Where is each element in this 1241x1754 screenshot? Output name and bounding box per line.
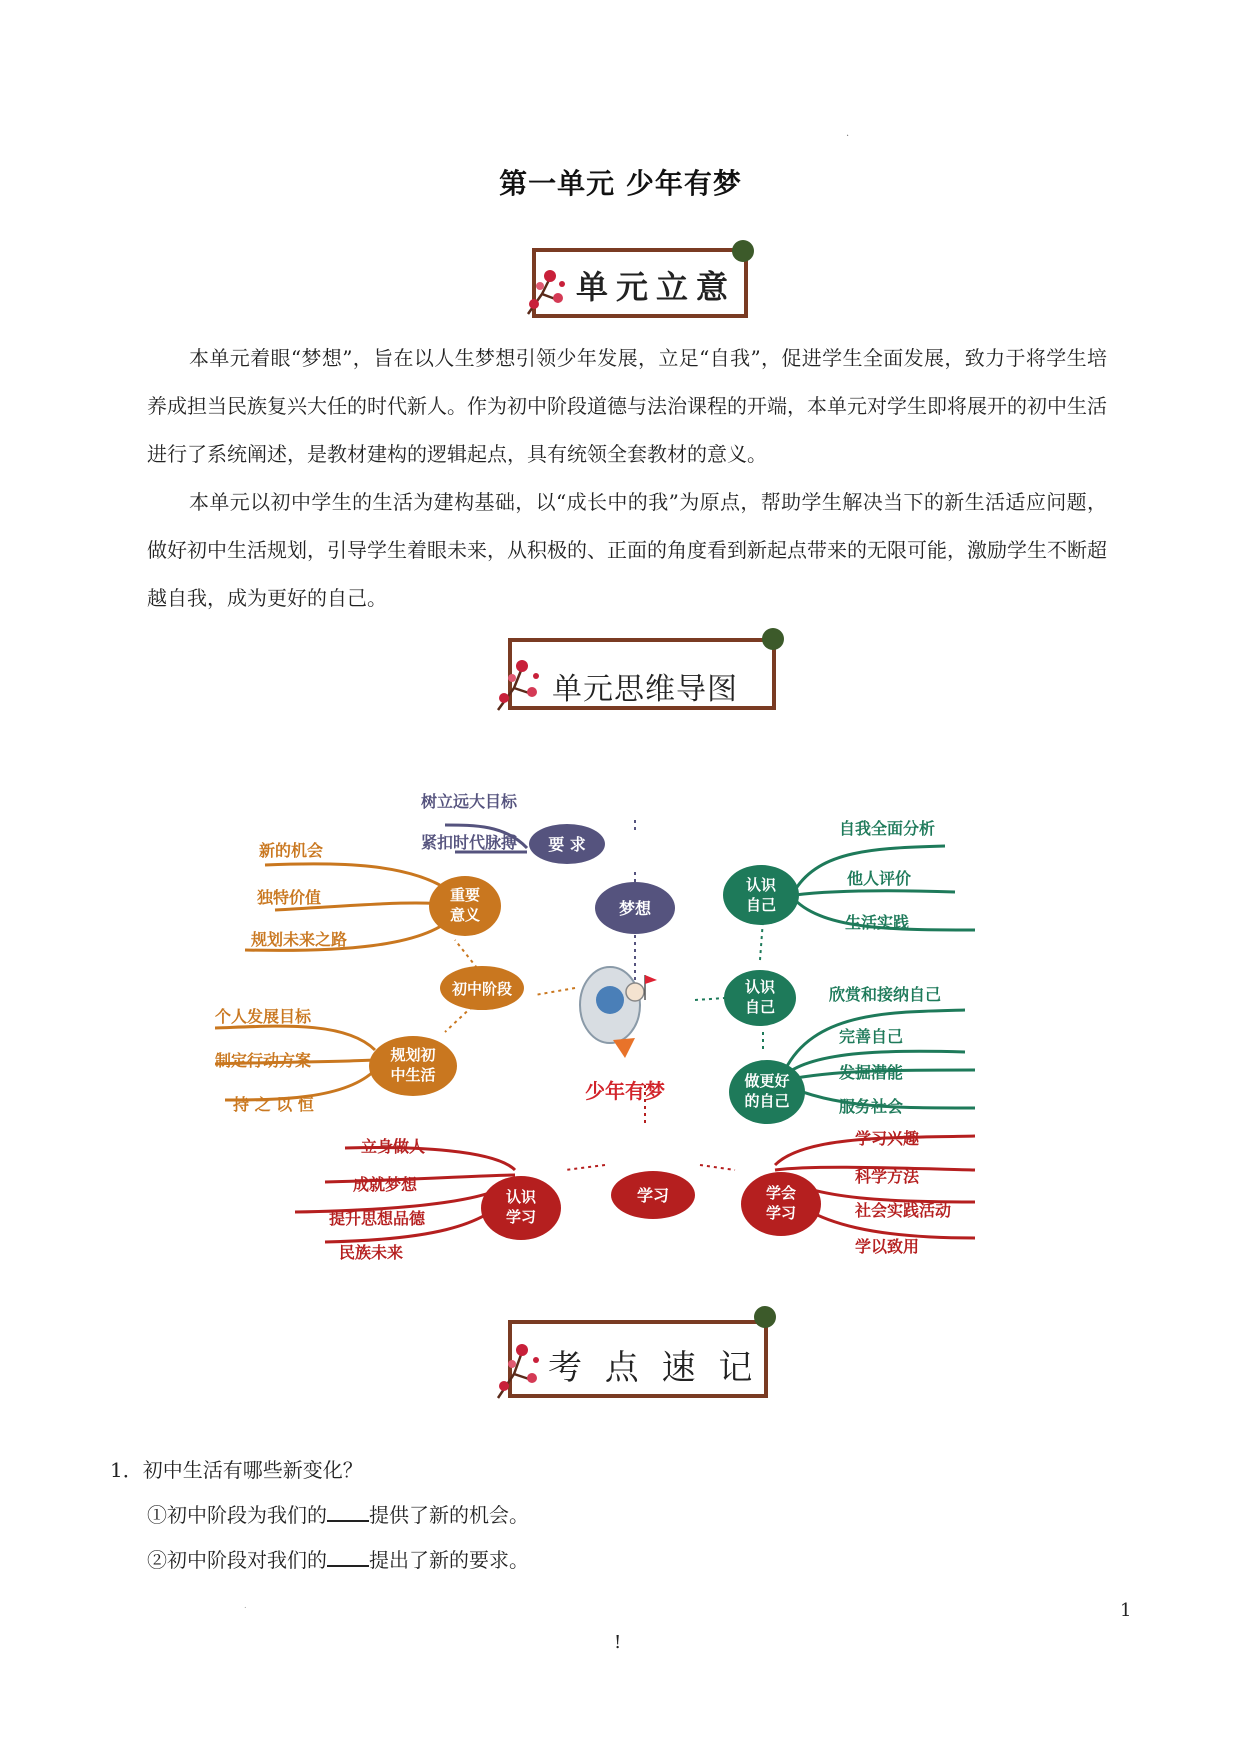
banner-bead <box>754 1306 776 1328</box>
node-learn-study-label: 学会 <box>765 1184 797 1202</box>
banner-bead <box>732 240 754 262</box>
importance-item: 独特价值 <box>257 888 322 907</box>
page-number: 1 <box>1120 1600 1132 1621</box>
better-self-item: 完善自己 <box>839 1027 904 1046</box>
question-1b-prefix: ②初中阶段对我们的 <box>147 1548 327 1572</box>
node-importance-label: 意义 <box>449 906 481 924</box>
section-title: 单元思维导图 <box>552 672 738 707</box>
intro-paragraph-2: 本单元以初中学生的生活为建构基础，以“成长中的我”为原点，帮助学生解决当下的新生活适应问题，做好初中生活规划，引导学生着眼未来，从积极的、正面的角度看到新起点带来的无限可能，激励学生不断超越自我，成为更好的自己。 <box>147 490 1107 610</box>
scan-dot: . <box>244 1601 247 1610</box>
node-know-self-mid-label: 认识 <box>744 978 776 996</box>
connector-know-self-top <box>760 920 763 960</box>
section-banner-mindmap <box>490 628 790 716</box>
mind-map <box>215 770 1005 1290</box>
connector-know-study <box>565 1165 605 1170</box>
node-know-self-mid-label: 自己 <box>744 998 776 1016</box>
node-plan-label: 规划初 <box>390 1046 436 1064</box>
question-1a-suffix: 提供了新的机会。 <box>369 1503 529 1527</box>
node-know-study-label: 学习 <box>505 1208 537 1226</box>
learn-study-item: 学习兴趣 <box>855 1129 920 1148</box>
question-1b <box>147 1544 529 1573</box>
question-1a <box>147 1499 529 1528</box>
know-self-item: 他人评价 <box>847 869 912 888</box>
importance-item: 规划未来之路 <box>251 930 348 949</box>
intro-paragraphs <box>147 334 1107 622</box>
question-1a-prefix: ①初中阶段为我们的 <box>147 1503 327 1527</box>
node-importance-label: 重要 <box>449 886 481 904</box>
connector-know-self-mid <box>695 998 725 1000</box>
know-study-item: 民族未来 <box>339 1243 404 1262</box>
rocket-astronaut-icon <box>580 967 657 1058</box>
question-1: 1．初中生活有哪些新变化？ <box>110 1458 363 1482</box>
node-junior-stage-label: 初中阶段 <box>451 980 513 998</box>
plan-item: 个人发展目标 <box>215 1007 312 1026</box>
section-banner-unit-intent <box>520 240 760 320</box>
plum-blossom-icon <box>520 264 570 320</box>
banner-bead <box>762 628 784 650</box>
node-know-study-label: 认识 <box>505 1188 537 1206</box>
importance-item: 新的机会 <box>259 841 324 860</box>
know-study-item: 成就梦想 <box>353 1175 418 1194</box>
learn-study-item: 科学方法 <box>855 1167 920 1186</box>
intro-paragraph-1: 本单元着眼“梦想”，旨在以人生梦想引领少年发展，立足“自我”，促进学生全面发展，致力于将学生培养成担当民族复兴大任的时代新人。作为初中阶段道德与法治课程的开端，本单元对学生即将展开的初中生活进行了系统阐述，是教材建构的逻辑起点，具有统领全套教材的意义。 <box>147 346 1107 466</box>
node-better-self-label: 做更好 <box>744 1072 790 1090</box>
know-study-item: 立身做人 <box>361 1137 426 1156</box>
req-item: 树立远大目标 <box>421 792 518 811</box>
section-banner-key-points <box>490 1306 790 1402</box>
plan-item: 制定行动方案 <box>215 1051 312 1070</box>
section-title: 考 点 速 记 <box>548 1348 759 1388</box>
node-know-self-top-label: 自己 <box>745 896 777 914</box>
learn-study-item: 社会实践活动 <box>855 1201 952 1220</box>
node-know-self-top-label: 认识 <box>745 876 777 894</box>
better-self-item: 发掘潜能 <box>839 1063 904 1082</box>
node-plan-label: 中生活 <box>390 1066 436 1084</box>
connector-learn-study <box>700 1165 735 1170</box>
know-self-item: 自我全面分析 <box>839 819 936 838</box>
node-study-label: 学习 <box>636 1186 670 1205</box>
connector-junior <box>535 988 575 995</box>
fill-blank[interactable] <box>327 1547 369 1567</box>
req-item: 紧扣时代脉搏 <box>421 833 518 852</box>
node-requirement-label: 要 求 <box>548 835 586 854</box>
learn-study-item: 学以致用 <box>855 1237 920 1256</box>
node-dream-label: 梦想 <box>618 899 652 918</box>
plan-item: 持 之 以 恒 <box>233 1095 314 1114</box>
question-1b-suffix: 提出了新的要求。 <box>369 1548 529 1572</box>
footer-mark: ! <box>614 1632 622 1653</box>
center-topic: 少年有梦 <box>585 1079 665 1103</box>
plum-blossom-icon <box>490 654 546 714</box>
fill-blank[interactable] <box>327 1502 369 1522</box>
know-study-item: 提升思想品德 <box>329 1209 426 1228</box>
scan-dot: . <box>846 128 850 139</box>
node-learn-study-label: 学习 <box>765 1204 797 1222</box>
know-self-item: 生活实践 <box>845 913 910 932</box>
node-better-self-label: 的自己 <box>744 1092 790 1110</box>
better-self-item: 服务社会 <box>839 1097 904 1116</box>
plum-blossom-icon <box>490 1338 546 1402</box>
node-know-self-top <box>723 865 799 925</box>
section-title: 单元立意 <box>576 268 737 306</box>
connector-importance <box>455 940 477 968</box>
better-self-item: 欣赏和接纳自己 <box>829 985 942 1004</box>
page-title: 第一单元 少年有梦 <box>499 167 742 200</box>
